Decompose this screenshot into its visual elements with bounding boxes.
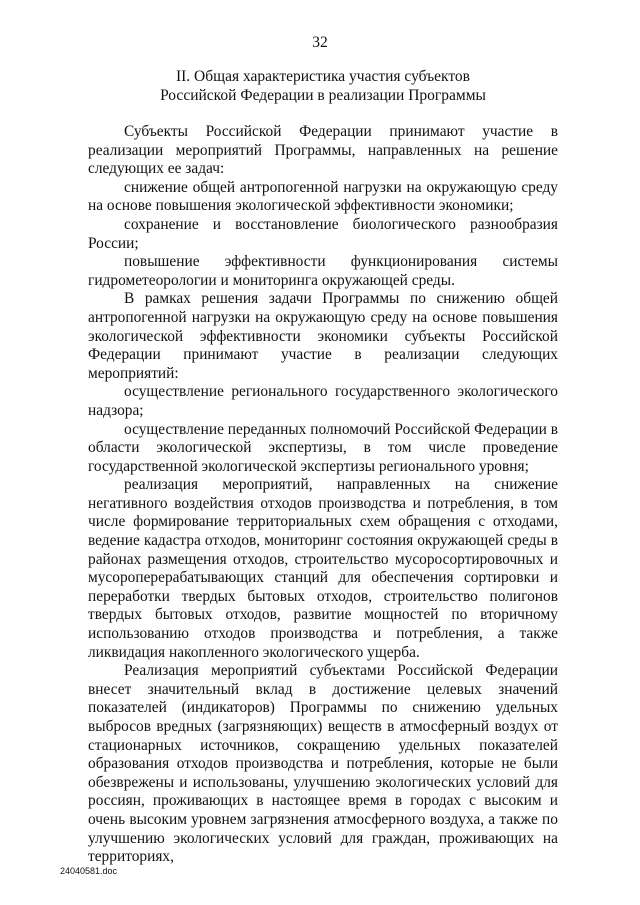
section-heading-line-2: Российской Федерации в реализации Программы: [160, 87, 486, 104]
paragraph: Реализация мероприятий субъектами Российской Федерации внесет значительный вклад в достижение целевых значений показателей (индикаторов) Программы по снижению удельных выбросов вредных (загрязняющих) веществ в атмосферный воздух от стационарных источников, сокращению удельных показателей образования отходов производства и потребления, которые не были обезврежены и использованы, улучшению экологических условий для россиян, проживающих в настоящее время в городах с высоким и очень высоким уровнем загрязнения атмосферного воздуха, а также по улучшению экологических условий для граждан, проживающих на территориях,: [88, 662, 558, 866]
section-heading: [88, 67, 558, 105]
paragraph: повышение эффективности функционирования системы гидрометеорологии и мониторинга окружающей среды.: [88, 253, 558, 289]
paragraph: осуществление регионального государственного экологического надзора;: [88, 383, 558, 419]
paragraph: реализация мероприятий, направленных на снижение негативного воздействия отходов производства и потребления, в том числе формирование территориальных схем обращения с отходами, ведение кадастра отходов, мониторинг состояния окружающей среды в районах размещения отходов, строительство мусоросортировочных и мусороперерабатывающих станций для обеспечения сортировки и переработки твердых бытовых отходов, строительство полигонов твердых бытовых отходов, развитие мощностей по вторичному использованию отходов производства и потребления, а также ликвидация накопленного экологического ущерба.: [88, 476, 558, 661]
paragraph: снижение общей антропогенной нагрузки на окружающую среду на основе повышения экологической эффективности экономики;: [88, 178, 558, 215]
paragraph: осуществление переданных полномочий Российской Федерации в области экологической экспертизы, в том числе проведение государственной экологической экспертизы регионального уровня;: [88, 420, 558, 475]
page-number: 32: [312, 34, 328, 51]
paragraph: сохранение и восстановление биологического разнообразия России;: [88, 215, 558, 252]
section-heading-line-1: II. Общая характеристика участия субъектов: [175, 68, 470, 85]
paragraph: В рамках решения задачи Программы по снижению общей антропогенной нагрузки на окружающую среду на основе повышения экологической эффективности экономики субъекты Российской Федерации принимают участие в реализации следующих мероприятий:: [88, 290, 558, 382]
paragraph: Субъекты Российской Федерации принимают участие в реализации мероприятий Программы, направленных на решение следующих ее задач:: [88, 123, 558, 178]
footer-filename: 24040581.doc: [60, 866, 118, 876]
body-text: [88, 123, 558, 867]
